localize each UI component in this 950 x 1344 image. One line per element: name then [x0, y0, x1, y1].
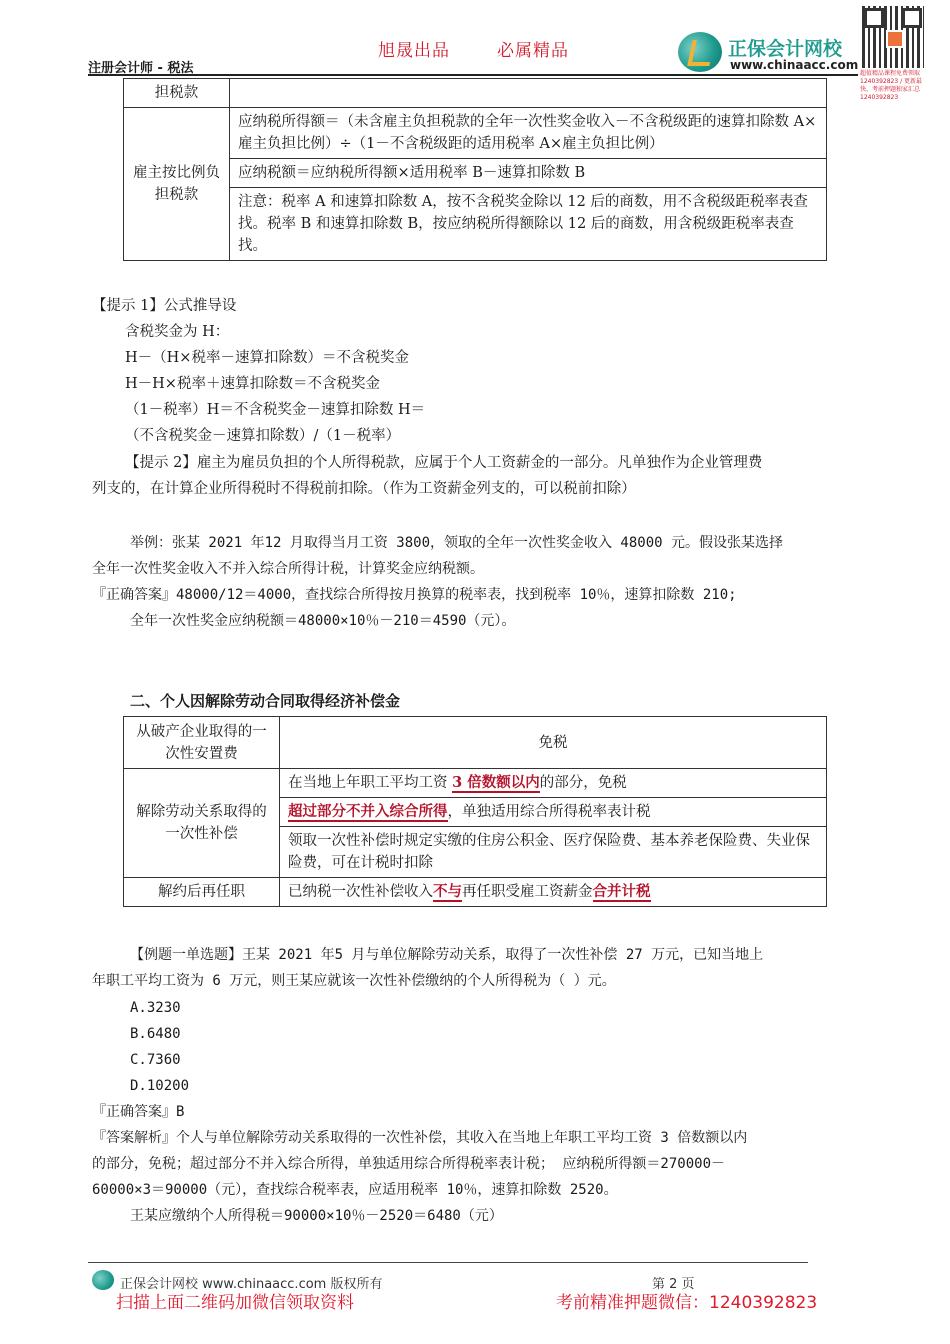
- page-number: 第 2 页: [652, 1277, 695, 1292]
- question-line2: 年职工平均工资为 6 万元，则王某应就该一次性补偿缴纳的个人所得税为（ ）元。: [92, 973, 616, 989]
- promo-left: 扫描上面二维码加微信领取资料: [116, 1293, 354, 1313]
- termination-rule-3: 领取一次性补偿时规定实缴的住房公积金、医疗保险费、基本养老保险费、失业保险费，可在计税时扣除: [280, 827, 827, 878]
- tip2-line2: 列支的，在计算企业所得税时不得税前扣除。（作为工资薪金列支的，可以税前扣除）: [92, 481, 636, 497]
- tip1-line: H－H×税率＋速算扣除数＝不含税奖金: [125, 376, 380, 392]
- promo-right: 考前精准押题微信：1240392823: [556, 1293, 818, 1313]
- combined-highlight: 合并计税: [592, 883, 651, 900]
- correct-answer: 『正确答案』B: [92, 1104, 185, 1120]
- section2-title: 二、个人因解除劳动合同取得经济补偿金: [130, 692, 401, 710]
- slogan-left: 旭晟出品: [378, 41, 450, 61]
- example-line2: 全年一次性奖金收入不并入综合所得计税，计算奖金应纳税额。: [92, 561, 484, 577]
- example-line1: 举例：张某 2021 年12 月取得当月工资 3800，领取的全年一次性奖金收入 48000 元。假设张某选择: [130, 535, 784, 551]
- tip1-line: H－（H×税率－速算扣除数）＝不含税奖金: [125, 350, 409, 366]
- three-times-highlight: 3 倍数额以内: [452, 774, 540, 791]
- analysis-line1: 『答案解析』个人与单位解除劳动关系取得的一次性补偿，其收入在当地上年职工平均工资 3 倍数额以内: [92, 1130, 748, 1146]
- table1-row1-label: 雇主按比例负担税款: [124, 108, 230, 261]
- example-answer: 『正确答案』48000/12＝4000，查找综合所得按月换算的税率表，找到税率 10％，速算扣除数 210;: [92, 587, 737, 603]
- slogan-right: 必属精品: [497, 41, 569, 61]
- termination-label: 解除劳动关系取得的一次性补偿: [124, 769, 280, 878]
- not-with-highlight: 不与: [433, 883, 462, 900]
- termination-rule-2: 超过部分不并入综合所得，单独适用综合所得税率表计税: [280, 798, 827, 827]
- analysis-line3: 60000×3＝90000（元），查找综合税率表，应适用税率 10％，速算扣除数 2520。: [92, 1182, 618, 1198]
- tip1-line: （不含税奖金－速算扣除数）/（1－税率）: [125, 428, 401, 444]
- qr-code-icon: [862, 6, 924, 68]
- tip1-line: 含税奖金为 H：: [125, 324, 230, 340]
- question-line1: 【例题一单选题】王某 2021 年5 月与单位解除劳动关系，取得了一次性补偿 27 万元，已知当地上: [130, 947, 764, 963]
- tip1-title: 【提示 1】公式推导设: [92, 298, 237, 314]
- analysis-line4: 王某应缴纳个人所得税＝90000×10％－2520＝6480（元）: [130, 1208, 503, 1224]
- chinaacc-logo-icon: [678, 32, 722, 72]
- excess-highlight: 超过部分不并入综合所得: [288, 803, 448, 820]
- formula-tax-payable: 应纳税额＝应纳税所得额×适用税率 B－速算扣除数 B: [230, 159, 827, 188]
- qr-caption: 超值精品课程免费领取 1240392823 / 更新最快，考前押题独家汇总 1240392823: [860, 70, 923, 101]
- option-a: A.3230: [130, 1000, 181, 1016]
- reemployment-rule: 已纳税一次性补偿收入不与再任职受雇工资薪金合并计税: [280, 878, 827, 907]
- brand-name: 正保会计网校: [728, 38, 843, 60]
- brand-url: www.chinaacc.com: [730, 58, 859, 72]
- option-d: D.10200: [130, 1078, 190, 1094]
- qr-code: [860, 6, 924, 101]
- option-b: B.6480: [130, 1026, 181, 1042]
- footer-divider: [88, 1262, 808, 1263]
- brand-logo: [678, 30, 858, 76]
- formula-taxable-income: 应纳税所得额＝（未含雇主负担税款的全年一次性奖金收入－不含税级距的速算扣除数 A×雇主负担比例）÷（1－不含税级距的适用税率 A×雇主负担比例）: [230, 108, 827, 159]
- bankruptcy-value: 免税: [280, 717, 827, 769]
- rate-note: 注意：税率 A 和速算扣除数 A，按不含税奖金除以 12 后的商数，用不含税级距税率表查找。税率 B 和速算扣除数 B，按应纳税所得额除以 12 后的商数，用含税级距税率表查找。: [230, 188, 827, 261]
- analysis-line2: 的部分，免税；超过部分不并入综合所得，单独适用综合所得税率表计税； 应纳税所得额＝270000－: [92, 1156, 725, 1172]
- severance-table: [123, 716, 827, 907]
- reemployment-label: 解约后再任职: [124, 878, 280, 907]
- copyright: 正保会计网校 www.chinaacc.com 版权所有: [120, 1277, 383, 1292]
- tip1-line: （1－税率）H＝不含税奖金－速算扣除数 H＝: [125, 402, 426, 418]
- bankruptcy-label: 从破产企业取得的一次性安置费: [124, 717, 280, 769]
- footer-logo-icon: [92, 1270, 114, 1290]
- employer-tax-table: [123, 78, 827, 261]
- table1-row0-label: 担税款: [124, 79, 230, 108]
- subject-title: 注册会计师 - 税法: [88, 61, 194, 76]
- example-result: 全年一次性奖金应纳税额＝48000×10％－210＝4590（元）。: [130, 613, 516, 629]
- option-c: C.7360: [130, 1052, 181, 1068]
- termination-rule-1: 在当地上年职工平均工资 3 倍数额以内的部分，免税: [280, 769, 827, 798]
- tip2-line1: 【提示 2】雇主为雇员负担的个人所得税款，应属于个人工资薪金的一部分。凡单独作为企业管理费: [125, 455, 763, 471]
